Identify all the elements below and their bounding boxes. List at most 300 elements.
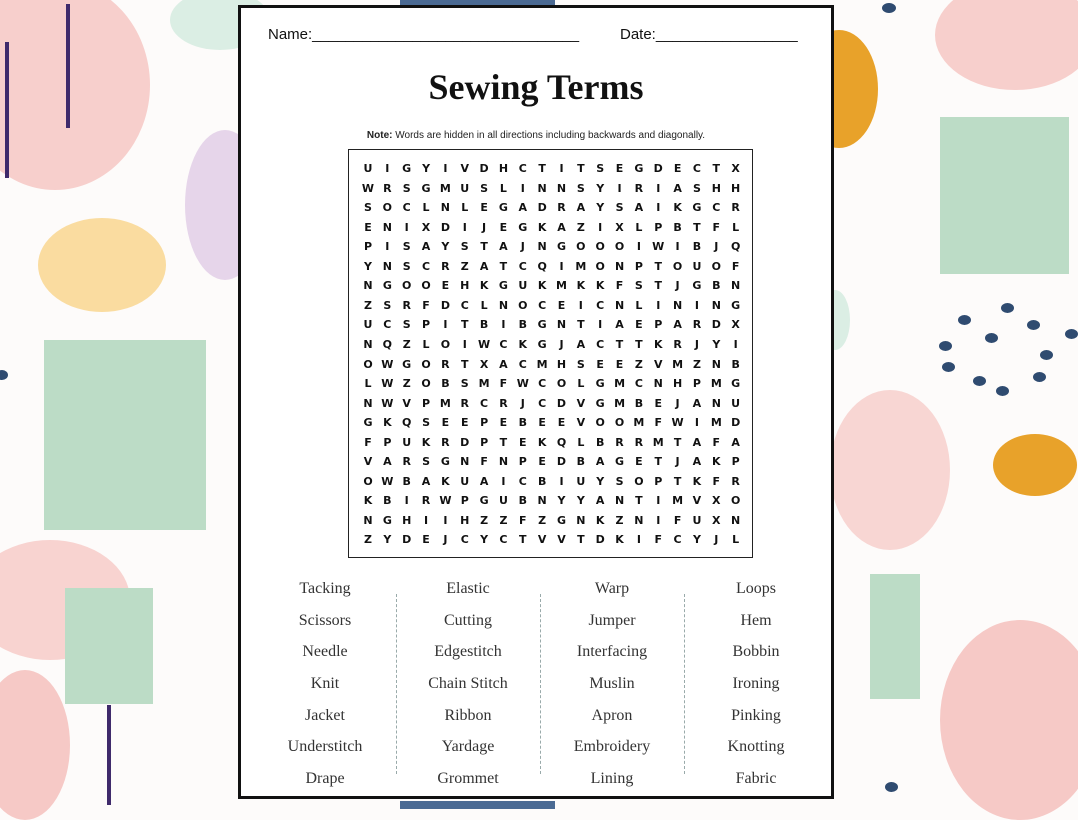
grid-letter: I: [636, 533, 641, 547]
grid-letter: N: [537, 494, 547, 508]
grid-letter: L: [461, 201, 469, 215]
grid-letter: A: [634, 201, 644, 215]
grid-letter: I: [656, 298, 661, 312]
grid-row: [349, 394, 752, 414]
column-divider: [540, 594, 541, 774]
grid-letter: H: [460, 279, 470, 293]
pink-blob: [830, 390, 950, 550]
grid-letter: F: [422, 298, 430, 312]
grid-letter: M: [633, 416, 645, 430]
grid-letter: N: [363, 337, 373, 351]
grid-letter: G: [402, 357, 412, 371]
grid-letter: B: [712, 279, 721, 293]
grid-letter: N: [731, 513, 741, 527]
grid-row: [349, 315, 752, 335]
grid-letter: Z: [460, 259, 469, 273]
navy-dot: [1001, 303, 1014, 313]
grid-letter: V: [576, 416, 586, 430]
grid-letter: C: [538, 377, 547, 391]
grid-letter: K: [537, 435, 547, 449]
grid-letter: E: [615, 357, 624, 371]
grid-letter: Z: [538, 513, 547, 527]
grid-letter: J: [520, 396, 525, 410]
grid-letter: I: [501, 318, 506, 332]
grid-letter: E: [519, 435, 527, 449]
grid-letter: N: [382, 259, 392, 273]
grid-letter: V: [653, 357, 663, 371]
grid-letter: K: [712, 455, 721, 469]
grid-row: [349, 374, 752, 394]
grid-letter: O: [518, 298, 528, 312]
grid-letter: B: [673, 220, 682, 234]
grid-letter: A: [692, 435, 702, 449]
blue-rectangle: [400, 801, 555, 809]
grid-letter: N: [672, 298, 683, 312]
grid-letter: R: [615, 435, 624, 449]
grid-letter: W: [516, 377, 529, 391]
word-list-item: Ironing: [732, 675, 780, 693]
grid-row: [349, 179, 752, 199]
grid-letter: J: [559, 337, 564, 351]
grid-letter: P: [692, 377, 701, 391]
grid-letter: A: [576, 201, 586, 215]
grid-letter: C: [518, 474, 527, 488]
navy-dot: [882, 3, 896, 13]
grid-letter: P: [422, 318, 431, 332]
grid-letter: U: [498, 494, 508, 508]
grid-letter: N: [576, 513, 586, 527]
grid-letter: U: [460, 474, 470, 488]
purple-line: [66, 4, 70, 128]
grid-letter: R: [421, 494, 431, 508]
grid-letter: E: [538, 455, 546, 469]
grid-letter: A: [518, 201, 528, 215]
grid-letter: N: [653, 377, 663, 391]
grid-letter: I: [559, 162, 564, 175]
grid-letter: I: [559, 474, 564, 488]
grid-letter: N: [556, 181, 567, 195]
grid-letter: S: [692, 181, 701, 195]
grid-letter: N: [614, 494, 625, 508]
grid-letter: B: [731, 357, 740, 371]
grid-letter: F: [499, 377, 508, 391]
grid-letter: G: [518, 220, 528, 234]
grid-letter: A: [421, 474, 431, 488]
grid-letter: A: [557, 220, 566, 234]
grid-letter: Z: [364, 298, 372, 312]
word-list-item: Drape: [305, 770, 345, 788]
grid-letter: I: [617, 181, 622, 195]
grid-letter: C: [538, 298, 547, 312]
grid-letter: O: [672, 259, 683, 273]
grid-letter: O: [382, 201, 393, 215]
grid-letter: E: [441, 279, 450, 293]
grid-letter: G: [440, 455, 450, 469]
grid-letter: G: [615, 455, 625, 469]
grid-letter: O: [576, 240, 586, 254]
grid-letter: S: [460, 377, 469, 391]
grid-letter: U: [576, 474, 586, 488]
green-rectangle: [65, 588, 153, 704]
word-list-item: Understitch: [287, 738, 363, 756]
grid-letter: E: [635, 455, 643, 469]
grid-row: [349, 335, 752, 355]
word-list-item: Jacket: [305, 706, 345, 724]
grid-letter: E: [654, 396, 662, 410]
grid-letter: C: [383, 318, 392, 332]
grid-letter: I: [404, 494, 409, 508]
grid-letter: I: [501, 474, 506, 488]
grid-letter: T: [654, 455, 662, 469]
grid-letter: F: [519, 513, 527, 527]
grid-letter: S: [596, 162, 605, 175]
grid-letter: W: [381, 377, 394, 391]
grid-letter: S: [402, 259, 411, 273]
grid-letter: N: [498, 298, 509, 312]
grid-letter: Y: [596, 474, 605, 488]
grid-letter: Y: [422, 162, 431, 175]
grid-letter: J: [675, 279, 680, 293]
grid-letter: A: [576, 337, 586, 351]
grid-letter: D: [460, 435, 470, 449]
word-list-item: Warp: [594, 580, 630, 597]
grid-letter: R: [634, 435, 644, 449]
word-list-item: Needle: [302, 643, 348, 661]
grid-letter: K: [441, 474, 450, 488]
grid-letter: F: [712, 474, 721, 488]
grid-letter: T: [519, 533, 527, 547]
grid-letter: A: [499, 240, 508, 254]
grid-letter: D: [402, 533, 412, 547]
grid-letter: L: [422, 337, 430, 351]
grid-letter: F: [731, 259, 740, 273]
grid-letter: E: [364, 220, 372, 234]
grid-letter: R: [441, 357, 450, 371]
grid-letter: S: [615, 474, 624, 488]
grid-letter: C: [712, 201, 721, 215]
grid-letter: M: [652, 435, 664, 449]
word-list-item: Tacking: [299, 580, 351, 597]
grid-letter: X: [479, 357, 489, 371]
word-list-item: Embroidery: [573, 738, 651, 756]
grid-letter: D: [556, 396, 567, 410]
grid-letter: N: [382, 220, 392, 234]
grid-letter: G: [556, 513, 567, 527]
grid-letter: A: [383, 455, 392, 469]
grid-letter: R: [499, 396, 508, 410]
grid-letter: N: [363, 279, 373, 293]
grid-letter: D: [479, 162, 489, 175]
grid-letter: L: [577, 435, 585, 449]
grid-letter: H: [402, 513, 412, 527]
word-list-item: Apron: [591, 706, 633, 724]
word-list-item: Cutting: [443, 611, 492, 629]
grid-letter: R: [731, 474, 740, 488]
word-list-item: Grommet: [437, 770, 499, 788]
pink-blob: [935, 0, 1078, 90]
grid-letter: S: [576, 357, 585, 371]
grid-letter: T: [615, 337, 624, 351]
grid-letter: D: [537, 201, 547, 215]
grid-letter: P: [480, 435, 489, 449]
grid-letter: K: [479, 279, 489, 293]
grid-letter: A: [595, 455, 605, 469]
grid-letter: D: [595, 533, 605, 547]
grid-letter: B: [518, 494, 527, 508]
grid-letter: M: [556, 279, 567, 293]
grid-letter: H: [498, 162, 509, 175]
grid-row: [349, 198, 752, 218]
grid-letter: H: [556, 357, 567, 371]
grid-letter: P: [383, 435, 392, 449]
grid-letter: K: [383, 416, 392, 430]
grid-letter: Q: [382, 337, 393, 351]
grid-letter: J: [482, 220, 487, 234]
column-divider: [684, 594, 685, 774]
grid-letter: F: [712, 220, 721, 234]
grid-letter: U: [460, 181, 470, 195]
grid-letter: K: [518, 337, 528, 351]
grid-letter: Q: [537, 259, 547, 273]
grid-letter: X: [712, 513, 721, 527]
grid-letter: J: [675, 396, 680, 410]
grid-letter: N: [440, 201, 450, 215]
grid-letter: Q: [730, 240, 741, 254]
grid-letter: D: [711, 318, 721, 332]
grid-letter: R: [460, 396, 469, 410]
navy-dot: [939, 341, 952, 351]
grid-letter: G: [382, 279, 392, 293]
grid-letter: Y: [383, 533, 392, 547]
word-list-item: Ribbon: [444, 706, 492, 724]
grid-letter: C: [499, 337, 508, 351]
grid-row: [349, 530, 752, 550]
grid-letter: B: [518, 416, 527, 430]
grid-letter: N: [537, 181, 547, 195]
grid-row: [349, 511, 752, 531]
grid-letter: W: [381, 357, 394, 371]
grid-letter: R: [441, 259, 450, 273]
pink-blob: [0, 670, 70, 820]
grid-letter: L: [480, 298, 488, 312]
grid-letter: W: [671, 416, 684, 430]
grid-letter: R: [731, 201, 740, 215]
grid-letter: T: [654, 279, 662, 293]
grid-letter: U: [692, 259, 702, 273]
grid-letter: I: [424, 513, 429, 527]
grid-letter: V: [460, 162, 469, 175]
grid-letter: E: [499, 220, 508, 234]
grid-letter: M: [536, 357, 548, 371]
word-list-item: Elastic: [446, 580, 490, 597]
grid-row: [349, 296, 752, 316]
grid-letter: G: [537, 318, 547, 332]
grid-letter: K: [576, 279, 586, 293]
grid-row: [349, 413, 752, 433]
grid-letter: E: [673, 162, 682, 175]
word-list-item: Pinking: [731, 706, 781, 724]
grid-letter: Y: [441, 240, 450, 254]
grid-letter: O: [595, 416, 605, 430]
navy-dot: [0, 370, 8, 380]
grid-letter: A: [692, 455, 702, 469]
grid-letter: C: [673, 533, 682, 547]
grid-letter: V: [402, 396, 411, 410]
grid-letter: O: [711, 259, 721, 273]
grid-letter: O: [634, 474, 644, 488]
grid-letter: T: [635, 337, 643, 351]
grid-letter: O: [440, 337, 451, 351]
grid-letter: P: [363, 240, 373, 254]
grid-letter: H: [711, 181, 721, 195]
grid-letter: I: [578, 298, 583, 312]
grid-letter: E: [557, 298, 566, 312]
grid-letter: N: [537, 240, 547, 254]
grid-letter: N: [711, 396, 721, 410]
grid-letter: M: [478, 377, 490, 391]
navy-dot: [1027, 320, 1040, 330]
grid-letter: P: [460, 494, 469, 508]
word-list-item: Knit: [310, 675, 340, 693]
grid-letter: I: [443, 513, 448, 527]
grid-letter: C: [402, 201, 411, 215]
grid-letter: T: [499, 435, 508, 449]
grid-letter: G: [692, 279, 702, 293]
word-list-item: Chain Stitch: [428, 675, 508, 693]
grid-letter: R: [557, 201, 566, 215]
grid-letter: Z: [402, 377, 411, 391]
grid-letter: O: [363, 474, 373, 488]
grid-letter: A: [595, 494, 605, 508]
grid-letter: J: [694, 337, 699, 351]
grid-letter: Y: [692, 533, 701, 547]
grid-letter: O: [421, 357, 431, 371]
navy-dot: [958, 315, 971, 325]
grid-letter: H: [731, 181, 741, 195]
grid-letter: M: [710, 416, 722, 430]
grid-letter: Z: [615, 513, 624, 527]
column-divider: [396, 594, 397, 774]
grid-letter: L: [635, 220, 643, 234]
grid-letter: G: [731, 298, 741, 312]
grid-letter: C: [634, 377, 643, 391]
orange-ellipse: [993, 434, 1077, 496]
note-label: Note:: [366, 130, 393, 141]
grid-letter: I: [598, 318, 603, 332]
grid-letter: I: [385, 240, 390, 254]
grid-letter: O: [556, 377, 567, 391]
grid-letter: E: [499, 416, 508, 430]
grid-letter: P: [654, 318, 663, 332]
grid-letter: C: [422, 259, 431, 273]
grid-letter: O: [421, 279, 431, 293]
grid-letter: E: [480, 201, 488, 215]
word-list-item: Lining: [590, 770, 634, 788]
grid-letter: L: [364, 377, 372, 391]
grid-letter: U: [731, 396, 741, 410]
note-body: Words are hidden in all directions including backwards and diagonally.: [392, 130, 706, 141]
word-list-item: Yardage: [441, 738, 495, 756]
grid-letter: T: [577, 533, 585, 547]
purple-line: [5, 42, 9, 178]
grid-letter: B: [402, 474, 411, 488]
grid-letter: G: [595, 396, 605, 410]
word-column-1: [255, 578, 395, 800]
grid-letter: B: [383, 494, 392, 508]
navy-dot: [885, 782, 898, 792]
grid-letter: I: [404, 220, 409, 234]
grid-letter: L: [732, 533, 740, 547]
grid-letter: U: [692, 513, 702, 527]
grid-letter: U: [363, 162, 373, 175]
grid-letter: J: [714, 240, 719, 254]
grid-letter: C: [499, 533, 508, 547]
grid-letter: B: [518, 318, 527, 332]
grid-letter: F: [654, 416, 662, 430]
grid-letter: Y: [712, 337, 721, 351]
grid-letter: X: [421, 220, 431, 234]
grid-letter: V: [537, 533, 547, 547]
grid-letter: A: [615, 318, 624, 332]
grid-letter: F: [712, 435, 721, 449]
grid-letter: A: [673, 181, 682, 195]
word-list-item: Bobbin: [732, 643, 780, 661]
grid-letter: O: [402, 279, 412, 293]
grid-letter: V: [363, 455, 373, 469]
grid-letter: I: [520, 181, 525, 195]
grid-letter: N: [363, 396, 373, 410]
word-list-item: Fabric: [735, 770, 777, 788]
grid-letter: Z: [499, 513, 508, 527]
grid-letter: B: [576, 455, 586, 469]
letter-grid: [348, 149, 753, 558]
grid-letter: O: [614, 416, 625, 430]
grid-letter: K: [537, 220, 547, 234]
grid-letter: G: [692, 201, 702, 215]
grid-letter: P: [654, 220, 663, 234]
grid-letter: Y: [480, 533, 489, 547]
grid-letter: H: [672, 377, 683, 391]
grid-letter: F: [615, 279, 624, 293]
grid-letter: J: [520, 240, 525, 254]
grid-row: [349, 159, 752, 179]
grid-letter: I: [385, 162, 390, 175]
green-rectangle: [44, 340, 206, 530]
grid-letter: J: [675, 455, 680, 469]
grid-letter: X: [731, 162, 740, 175]
grid-letter: S: [383, 298, 392, 312]
grid-letter: G: [402, 162, 412, 175]
grid-letter: A: [479, 474, 489, 488]
grid-letter: N: [634, 513, 644, 527]
grid-letter: P: [518, 455, 527, 469]
grid-row: [349, 355, 752, 375]
grid-letter: I: [443, 318, 448, 332]
grid-letter: E: [460, 416, 469, 430]
grid-letter: Q: [402, 416, 412, 430]
grid-row: [349, 491, 752, 511]
grid-letter: U: [402, 435, 412, 449]
green-rectangle: [870, 574, 920, 699]
grid-letter: J: [714, 533, 719, 547]
grid-letter: T: [460, 318, 469, 332]
grid-letter: M: [614, 396, 626, 410]
grid-letter: L: [499, 181, 507, 195]
grid-letter: S: [576, 181, 585, 195]
grid-letter: B: [634, 396, 644, 410]
grid-letter: Z: [364, 533, 372, 547]
grid-letter: N: [614, 298, 625, 312]
